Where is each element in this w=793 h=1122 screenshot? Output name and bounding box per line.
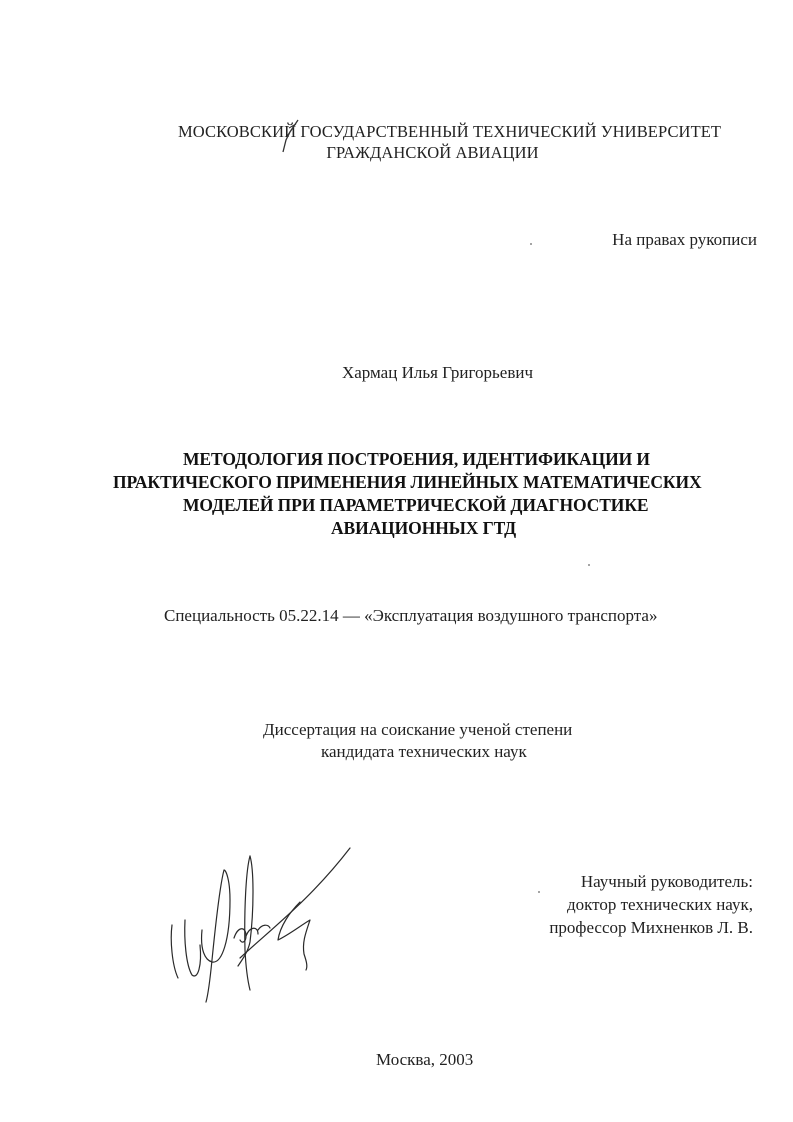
university-name-line-1: МОСКОВСКИЙ ГОСУДАРСТВЕННЫЙ ТЕХНИЧЕСКИЙ УНИВЕРСИТЕТ [178, 122, 722, 141]
dissertation-title-line-1: МЕТОДОЛОГИЯ ПОСТРОЕНИЯ, ИДЕНТИФИКАЦИИ И [183, 449, 650, 469]
city-year: Москва, 2003 [376, 1050, 474, 1069]
author-name: Хармац Илья Григорьевич [341, 363, 534, 382]
supervisor-label: Научный руководитель: [580, 872, 753, 891]
degree-line-2: кандидата технических наук [321, 742, 527, 761]
dissertation-title-line-4: АВИАЦИОННЫХ ГТД [331, 518, 517, 538]
rights-note: На правах рукописи [612, 230, 757, 249]
dissertation-title-line-3: МОДЕЛЕЙ ПРИ ПАРАМЕТРИЧЕСКОЙ ДИАГНОСТИКЕ [183, 495, 649, 515]
supervisor-name: профессор Михненков Л. В. [549, 918, 753, 937]
dissertation-title-line-2: ПРАКТИЧЕСКОГО ПРИМЕНЕНИЯ ЛИНЕЙНЫХ МАТЕМАТИЧЕСКИХ [113, 472, 702, 492]
supervisor-degree: доктор технических наук, [566, 895, 753, 914]
scan-speck [530, 243, 532, 245]
scan-speck [538, 891, 540, 893]
specialty: Специальность 05.22.14 — «Эксплуатация воздушного транспорта» [164, 606, 658, 625]
scan-speck [588, 564, 590, 566]
university-name-line-2: ГРАЖДАНСКОЙ АВИАЦИИ [326, 143, 539, 162]
signature-icon [150, 830, 370, 1010]
degree-line-1: Диссертация на соискание ученой степени [263, 720, 573, 739]
